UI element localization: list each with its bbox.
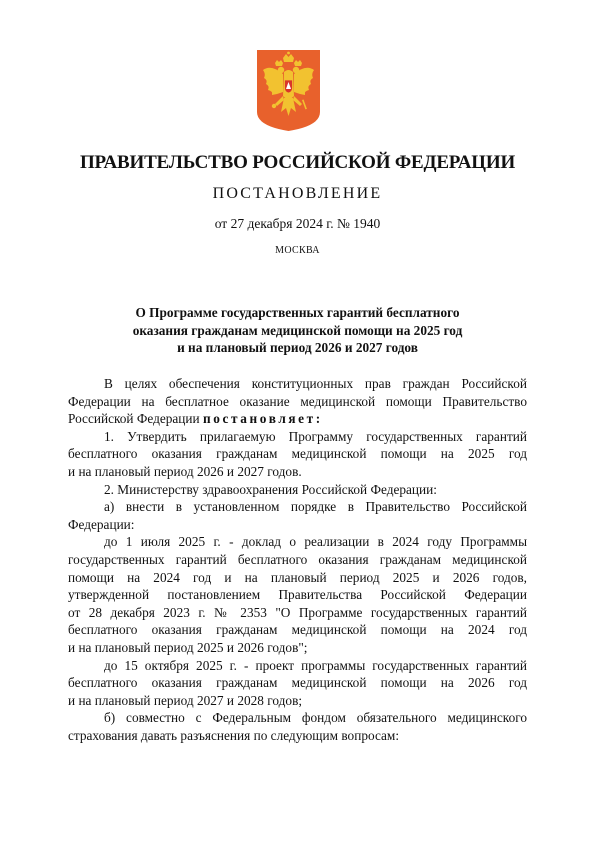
document-date-number: от 27 декабря 2024 г. № 1940 [214, 216, 381, 231]
text-line: а) внести в установленном порядке в Правительство Российской [104, 499, 527, 515]
paragraph-preamble [68, 375, 527, 428]
text-line: и на плановый период 2026 и 2027 годов. [68, 463, 302, 479]
document-city: МОСКВА [275, 245, 320, 256]
text-line: Федерации на бесплатное оказание медицинской помощи Правительство [68, 393, 527, 409]
text-line: 1. Утвердить прилагаемую Программу государственных гарантий [104, 428, 527, 444]
text-line: В целях обеспечения конституционных прав граждан Российской [104, 376, 527, 391]
text-line: б) совместно с Федеральным фондом обязательного медицинского [104, 710, 527, 726]
paragraph-item-2a [68, 498, 527, 533]
title-line: и на плановый период 2026 и 2027 годов [177, 340, 418, 355]
government-title: ПРАВИТЕЛЬСТВО РОССИЙСКОЙ ФЕДЕРАЦИИ [79, 152, 516, 173]
document-type: ПОСТАНОВЛЕНИЕ [212, 185, 383, 202]
text-line: бесплатного оказания гражданам медицинской помощи на 2026 год [68, 675, 527, 691]
text-line: до 15 октября 2025 г. - проект программы государственных гарантий [104, 657, 527, 673]
document-body [68, 375, 527, 744]
title-line: оказания гражданам медицинской помощи на 2025 год [132, 322, 463, 338]
paragraph-item-1 [68, 428, 527, 481]
text-line: страхования давать разъяснения по следующим вопросам: [68, 727, 400, 743]
paragraph-item-2b [68, 709, 527, 744]
paragraph-report-deadline [68, 533, 527, 656]
title-line: О Программе государственных гарантий бесплатного [135, 305, 460, 320]
text-line: от 28 декабря 2023 г. № 2353 "О Программе государственных гарантий [68, 604, 527, 620]
text-line: государственных гарантий бесплатного оказания гражданам медицинской [68, 551, 527, 567]
text-line: Федерации: [68, 516, 135, 532]
text-line [68, 410, 527, 428]
paragraph-draft-deadline [68, 657, 527, 710]
text-line: и на плановый период 2025 и 2026 годов"; [68, 639, 308, 655]
text-line: 2. Министерству здравоохранения Российской Федерации: [104, 481, 437, 497]
text-fragment: Российской Федерации [68, 411, 200, 427]
text-line: бесплатного оказания гражданам медицинской помощи на 2024 год [68, 622, 527, 638]
document-title [40, 304, 555, 357]
text-line: бесплатного оказания гражданам медицинской помощи на 2025 год [68, 446, 527, 462]
paragraph-item-2 [68, 481, 527, 499]
text-line: и на плановый период 2027 и 2028 годов; [68, 692, 303, 708]
decree-word: постановляет: [202, 411, 323, 427]
text-line: утвержденной постановлением Правительства Российской Федерации [68, 587, 527, 603]
text-line: помощи на 2024 год и на плановый период 2025 и 2026 годов, [68, 569, 527, 585]
text-line: до 1 июля 2025 г. - доклад о реализации в 2024 году Программы [104, 534, 527, 550]
coat-of-arms-icon [257, 50, 320, 131]
